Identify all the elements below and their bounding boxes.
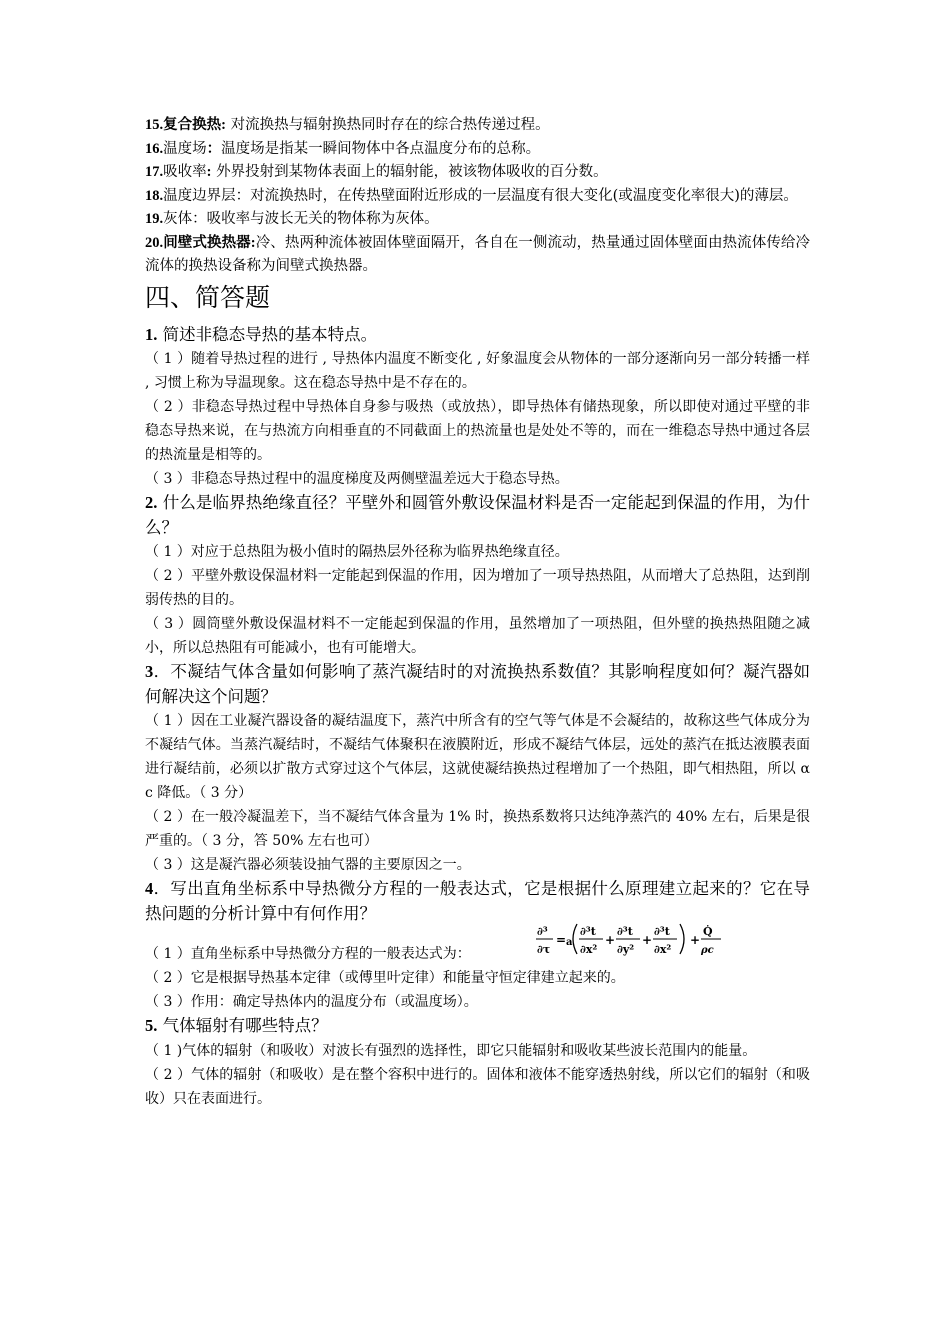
answer-4-1 (145, 926, 810, 966)
question-2: 2. 什么是临界热绝缘直径？平壁外和圆管外敷设保温材料是否一定能起到保温的作用，为什么？ (145, 493, 810, 537)
answer-3-3: （ 3 ）这是凝汽器必须装设抽气器的主要原因之一。 (145, 857, 471, 873)
answer-1-3: （ 3 ）非稳态导热过程中的温度梯度及两侧壁温差远大于稳态导热。 (145, 471, 569, 487)
question-1: 1. 简述非稳态导热的基本特点。 (145, 324, 378, 344)
eq-lhs-num: ∂³ (537, 925, 548, 938)
answer-3-1: （ 1 ）因在工业凝汽器设备的凝结温度下，蒸汽中所含有的空气等气体是不会凝结的，故称这些气体成分为不凝结气体。当蒸汽凝结时，不凝结气体聚积在液膜附近，形成不凝结气体层，远处的蒸汽在抵达液膜表面进行凝结前，必须以扩散方式穿过这个气体层，这就使凝结换热过程增加了一个热阻，即气相热阻，所以 α c 降低。（ 3 分） (145, 713, 810, 801)
eq-source-num: Q̇ (703, 925, 713, 938)
eq-term2-den: ∂y² (617, 943, 635, 956)
answer-3-2: （ 2 ）在一般冷凝温差下，当不凝结气体含量为 1% 时，换热系数将只达纯净蒸汽的 40% 左右，后果是很严重的。（ 3 分，答 50% 左右也可） (145, 809, 810, 849)
answer-4-1-text: （ 1 ）直角坐标系中导热微分方程的一般表达式为： (145, 946, 471, 962)
answer-1-1: （ 1 ）随着导热过程的进行 , 导热体内温度不断变化 , 好象温度会从物体的一部分逐渐向另一部分转播一样 , 习惯上称为导温现象。这在稳态导热中是不存在的。 (145, 351, 810, 391)
definition-20: 20.间壁式换热器:冷、热两种流体被固体壁面隔开，各自在一侧流动，热量通过固体壁面由热流体传给冷流体的换热设备称为间壁式换热器。 (145, 234, 811, 274)
definition-19: 19.灰体：吸收率与波长无关的物体称为灰体。 (145, 211, 439, 227)
svg-text:+: + (642, 933, 653, 947)
question-4: 4．写出直角坐标系中导热微分方程的一般表达式，它是根据什么原理建立起来的？它在导热问题的分析计算中有何作用？ (145, 879, 810, 923)
eq-term1-num: ∂³t (580, 925, 596, 938)
answer-2-3: （ 3 ）圆筒壁外敷设保温材料不一定能起到保温的作用，虽然增加了一项热阻，但外壁的换热热阻随之减小，所以总热阻有可能减小，也有可能增大。 (145, 616, 810, 656)
definition-15: 15.复合换热: 对流换热与辐射换热同时存在的综合热传递过程。 (145, 117, 550, 133)
answer-4-3: （ 3 ）作用：确定导热体内的温度分布（或温度场）。 (145, 994, 478, 1010)
definition-16: 16.温度场：温度场是指某一瞬间物体中各点温度分布的总称。 (145, 140, 541, 157)
heat-conduction-equation (535, 918, 735, 962)
eq-lhs-den: ∂τ (537, 943, 551, 956)
eq-term3-num: ∂³t (654, 925, 670, 938)
eq-term1-den: ∂x² (580, 943, 598, 956)
eq-term2-num: ∂³t (617, 925, 633, 938)
definition-18: 18.温度边界层：对流换热时，在传热壁面附近形成的一层温度有很大变化(或温度变化率很大)的薄层。 (145, 187, 798, 204)
svg-text:+: + (605, 933, 616, 947)
question-3: 3．不凝结气体含量如何影响了蒸汽凝结时的对流换热系数值？其影响程度如何？凝汽器如何解决这个问题？ (145, 662, 810, 706)
eq-source-den: ρc (701, 945, 714, 956)
answer-2-2: （ 2 ）平壁外敷设保温材料一定能起到保温的作用，因为增加了一项导热热阻，从而增大了总热阻，达到削弱传热的目的。 (145, 568, 810, 608)
document-page (145, 114, 810, 1111)
eq-term3-den: ∂x² (654, 943, 672, 956)
answer-2-1: （ 1 ）对应于总热阻为极小值时的隔热层外径称为临界热绝缘直径。 (145, 544, 569, 560)
answer-1-2: （ 2 ）非稳态导热过程中导热体自身参与吸热（或放热），即导热体有储热现象，所以即使对通过平壁的非稳态导热来说，在与热流方向相垂直的不同截面上的热流量也是处处不等的，而在一维稳态导热中通过各层的热流量是相等的。 (145, 399, 810, 463)
answer-5-1: （ 1 )气体的辐射（和吸收）对波长有强烈的选择性，即它只能辐射和吸收某些波长范围内的能量。 (145, 1042, 757, 1059)
eq-coef: a (566, 937, 573, 948)
svg-text:+: + (690, 933, 701, 947)
svg-text:=: = (556, 933, 567, 947)
section-title: 四、简答题 (145, 282, 271, 312)
definition-17: 17.吸收率: 外界投射到某物体表面上的辐射能，被该物体吸收的百分数。 (145, 164, 608, 180)
answer-5-2: （ 2 ）气体的辐射（和吸收）是在整个容积中进行的。固体和液体不能穿透热射线，所以它们的辐射（和吸收）只在表面进行。 (145, 1066, 810, 1107)
answer-4-2: （ 2 ）它是根据导热基本定律（或傅里叶定律）和能量守恒定律建立起来的。 (145, 970, 625, 986)
question-5: 5. 气体辐射有哪些特点？ (145, 1016, 328, 1035)
